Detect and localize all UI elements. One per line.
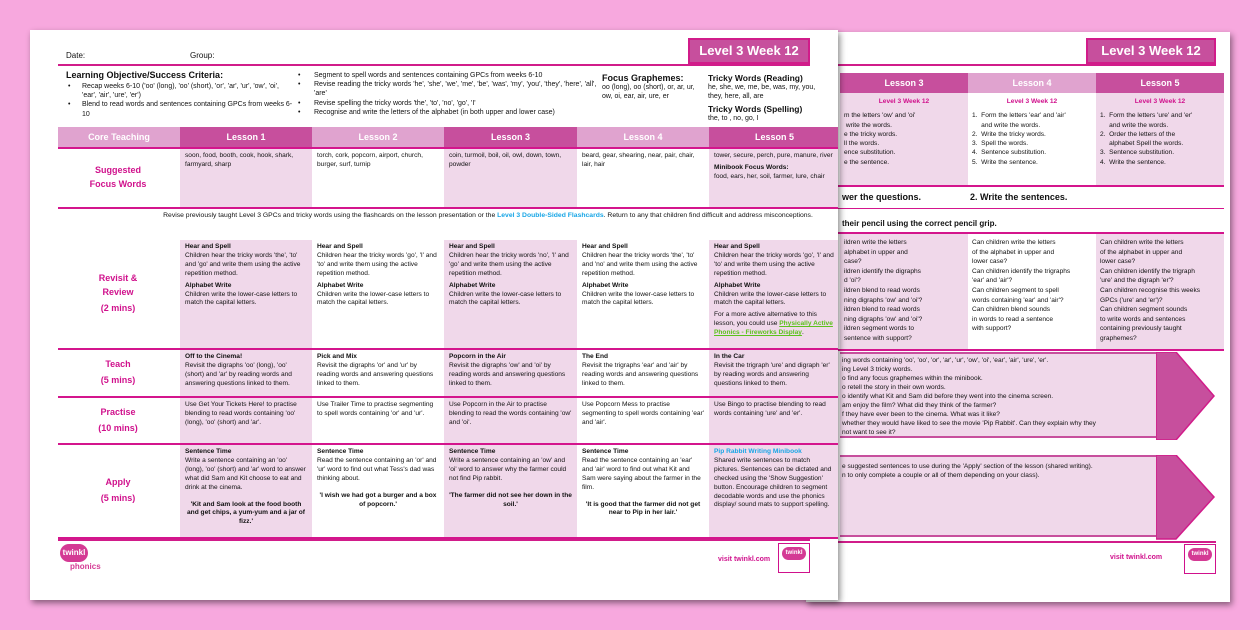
- minibook-step: ence substitution.: [844, 149, 896, 157]
- back-page: [806, 32, 1230, 602]
- assessment-question: Can children write the letters: [1100, 239, 1184, 246]
- cell-paragraph: [185, 243, 307, 279]
- back-lesson-5-header: Lesson 5: [1096, 73, 1224, 93]
- cell-paragraph: [317, 448, 439, 509]
- back-lesson-4-header: Lesson 4: [968, 73, 1096, 93]
- cell-text: Write a sentence containing an 'oo' (long), 'oo' (short) and 'ar' word to answer what did Sam and Kit choose to eat and drink at the cinema.: [185, 456, 306, 491]
- cell-paragraph: [317, 152, 439, 170]
- lesson-3-cell: [444, 398, 577, 443]
- objective-item: • Revise spelling the tricky words 'the', 'to', 'no', 'go', 'I': [298, 99, 476, 107]
- assessment-question: of the alphabet in upper and: [1100, 248, 1183, 256]
- flashcards-link[interactable]: Level 3 Double-Sided Flashcards: [497, 212, 604, 219]
- cell-text: Use Trailer Time to practise segmenting to spell words containing 'or' and 'ur'.: [317, 401, 434, 417]
- minibook-step: 2. Order the letters of the: [1100, 130, 1176, 138]
- assessment-question: 'ure' and the digraph 'er'?: [1100, 277, 1174, 285]
- assessment-question: ildren identify the digraphs: [844, 267, 921, 275]
- cell-heading: Hear and Spell: [185, 243, 231, 250]
- assessment-question: case?: [844, 258, 862, 266]
- cell-paragraph: [714, 353, 835, 389]
- discussion-line: o identify what Kit and Sam did before they went into the cinema screen.: [842, 393, 1054, 400]
- focus-graphemes-heading: Focus Graphemes:: [602, 73, 684, 83]
- assessment-question: Can children identify the trigraph: [1100, 267, 1195, 275]
- revisit-banner: [158, 211, 818, 221]
- row-divider: [806, 185, 1224, 187]
- cell-heading: Sentence Time: [582, 448, 629, 455]
- objective-text: Recognise and write the letters of the alphabet (in both upper and lower case): [314, 108, 555, 116]
- lesson-2-header: Lesson 2: [312, 127, 444, 147]
- minibook-title: Level 3 Week 12: [1134, 98, 1186, 105]
- lesson-5-cell: [709, 350, 838, 396]
- row-label: [58, 396, 178, 443]
- cell-text: Shared write sentences to match pictures. Sentences can be dictated and checked using the 'Show Suggestion' button. Encourage children to segment decodable words and use the phonics display/ sound mats to support spelling.: [714, 456, 832, 509]
- focus-graphemes: [602, 73, 700, 101]
- tricky-reading-text: he, she, we, me, be, was, my, you, they, here, all, are: [708, 84, 816, 101]
- discussion-line: not want to see it?: [842, 429, 896, 436]
- level-week-title: Level 3 Week 12: [1086, 38, 1216, 64]
- minibook-step: e the tricky words.: [844, 130, 898, 138]
- lesson-4-cell: [577, 350, 709, 396]
- tricky-spelling-text: the, to , no, go, I: [708, 115, 759, 123]
- row-label-time: (5 mins): [100, 493, 136, 503]
- minibook-step: 1. Form the letters 'ure' and 'er': [1100, 112, 1193, 120]
- assessment-question: d 'oi'?: [844, 277, 861, 285]
- cell-paragraph: [449, 152, 572, 170]
- cell-paragraph: [582, 448, 704, 518]
- cell-text: Children hear the tricky words 'the', 'to' and 'no' and write them using the active repetition method.: [582, 251, 698, 277]
- minibook-step: 5. Write the sentence.: [972, 158, 1038, 166]
- twinkl-phonics-logo: twinkl phonics: [60, 544, 104, 580]
- row-label: [58, 443, 178, 537]
- level-week-title: Level 3 Week 12: [688, 38, 810, 64]
- assessment-question: 'ear' and 'air'?: [972, 277, 1013, 285]
- cell-heading: Hear and Spell: [582, 243, 628, 250]
- lesson-4-header: Lesson 4: [577, 127, 709, 147]
- cell-text: Use Popcorn in the Air to practise blending to read the words containing 'ow' and 'oi'.: [449, 401, 572, 426]
- row-label-title: Revisit & Review: [98, 273, 138, 297]
- objective-item: • Revise reading the tricky words 'he', 'she', 'we', 'me', 'be', 'was', 'my', 'you', 'they', 'here', 'all', 'are': [298, 81, 597, 98]
- minibook-title: Level 3 Week 12: [878, 98, 930, 105]
- cell-text: food, ears, her, soil, farmer, lure, chair: [714, 172, 825, 180]
- minibook-title: Level 3 Week 12: [1006, 98, 1058, 105]
- row-label: [58, 238, 178, 348]
- cell-text: Revisit the trigraphs 'ear' and 'air' by reading words and answering questions linked to them.: [582, 361, 699, 387]
- assessment-question: ildren blend to read words: [844, 306, 920, 314]
- back-lesson-3-header: Lesson 3: [840, 73, 968, 93]
- row-label-title: Apply: [105, 477, 131, 487]
- apply-notes-box: [840, 455, 1158, 537]
- cell-heading: Sentence Time: [185, 448, 232, 455]
- front-page: [30, 30, 838, 600]
- back-lesson-5-assessment: [1096, 234, 1224, 349]
- lesson-2-cell: [312, 350, 444, 396]
- assessment-question: Can children segment sounds: [1100, 306, 1188, 314]
- cell-text: tower, secure, perch, pure, manure, river: [714, 152, 833, 159]
- discussion-line: am enjoy the film? What did they think of the farmer?: [842, 402, 997, 409]
- objectives-right-list: [298, 71, 598, 117]
- cell-text: Revisit the digraphs 'oo' (long), 'oo' (short) and 'ar' by reading words and answering questions linked to them.: [185, 361, 292, 387]
- cell-heading: Off to the Cinema!: [185, 353, 243, 360]
- active-phonics-link[interactable]: Physically Active Phonics - Fireworks Display: [714, 320, 833, 337]
- cell-paragraph: [449, 243, 572, 279]
- minibook-step: and write the words.: [972, 121, 1041, 129]
- minibook-step: m the letters 'ow' and 'oi': [844, 112, 916, 120]
- minibook-step: e the sentence.: [844, 158, 890, 166]
- row-label-time: (2 mins): [100, 303, 136, 313]
- objective-item: • Recognise and write the letters of the alphabet (in both upper and lower case): [298, 108, 555, 116]
- example-sentence: 'I wish we had got a burger and a box of popcorn.': [319, 491, 437, 508]
- cell-text: Use Bingo to practise blending to read words containing 'ure' and 'er'.: [714, 401, 826, 417]
- objective-item: • Blend to read words and sentences containing GPCs from weeks 6-10: [68, 101, 293, 118]
- back-lesson-5-minibook: [1096, 93, 1224, 185]
- lesson-1-cell: [180, 240, 312, 348]
- minibook-step: and write the words.: [1100, 121, 1169, 129]
- row-label: [58, 147, 178, 207]
- assessment-question: to write words and sentences: [1100, 315, 1186, 323]
- cell-paragraph: [185, 448, 307, 527]
- focus-graphemes-text: oo (long), oo (short), or, ar, ur, ow, oi, ear, air, ure, er: [602, 84, 695, 101]
- lesson-2-cell: [312, 240, 444, 348]
- objective-item: • Segment to spell words and sentences containing GPCs from weeks 6-10: [298, 72, 543, 79]
- assessment-question: GPCs ('ure' and 'er')?: [1100, 296, 1163, 304]
- apply-note-line: n to only complete a couple or all of them depending on your class).: [842, 472, 1040, 480]
- cell-paragraph: [582, 353, 704, 389]
- assessment-question: ildren write the letters: [844, 239, 907, 246]
- cell-text: coin, turmoil, boil, oil, owl, down, town, powder: [449, 152, 562, 168]
- answer-questions-text: wer the questions.: [842, 192, 922, 202]
- minibook-step: write the words.: [844, 121, 893, 129]
- row-label-title: Teach: [105, 359, 131, 369]
- lesson-4-cell: [577, 149, 709, 207]
- lesson-3-cell: [444, 240, 577, 348]
- cell-heading: In the Car: [714, 353, 745, 360]
- cell-paragraph: [714, 448, 835, 510]
- discussion-line: whether they would have liked to see the movie 'Pip Rabbit'. Can they explain why they: [842, 420, 1096, 427]
- minibook-step: 1. Form the letters 'ear' and 'air': [972, 112, 1066, 120]
- arrow-icon: [1156, 352, 1218, 440]
- cell-text: Children write the lower-case letters to match the capital letters.: [449, 290, 562, 307]
- minibook-step: alphabet Spell the words.: [1100, 140, 1184, 148]
- assessment-question: lower case?: [1100, 258, 1136, 266]
- group-label: Group:: [190, 51, 215, 60]
- cell-paragraph: [714, 152, 835, 161]
- assessment-question: Can children write the letters: [972, 239, 1056, 246]
- cell-heading: Hear and Spell: [449, 243, 495, 250]
- cell-text: soon, food, booth, cook, hook, shark, farmyard, sharp: [185, 152, 294, 168]
- lesson-plan-table: [58, 127, 838, 567]
- lesson-5-cell: [709, 149, 838, 207]
- cell-heading: Alphabet Write: [185, 281, 232, 289]
- assessment-question: Can children blend sounds: [972, 306, 1051, 314]
- discussion-line: o find any focus graphemes within the minibook.: [842, 375, 983, 382]
- footer-divider: [806, 541, 1216, 543]
- lesson-1-cell: [180, 445, 312, 537]
- lesson-4-cell: [577, 240, 709, 348]
- cell-paragraph: [317, 282, 439, 309]
- cell-text: Write a sentence containing an 'ow' and 'oi' word to answer why the farmer could not find Pip rabbit.: [449, 456, 567, 482]
- row-label: [58, 348, 178, 396]
- cell-text: Children hear the tricky words 'no', 'I' and 'go' and write them using the active repetition method.: [449, 251, 569, 277]
- tricky-spelling-heading: Tricky Words (Spelling): [708, 104, 803, 115]
- twinkl-logo-cloud: twinkl: [60, 544, 88, 562]
- discussion-line: ing words containing 'oo', 'oo', 'or', 'ar', 'ur', 'ow', 'oi', 'ear', 'air', 'ure', 'er'.: [842, 357, 1049, 364]
- example-sentence: 'Kit and Sam look at the food booth and get chips, a yum-yum and a jar of fizz.': [187, 500, 305, 526]
- minibook-step: ll the words.: [844, 140, 880, 148]
- lesson-1-header: Lesson 1: [180, 127, 312, 147]
- cell-heading: Sentence Time: [317, 448, 364, 455]
- example-sentence: 'It is good that the farmer did not get near to Pip in her lair.': [585, 500, 701, 517]
- row-divider: [806, 349, 1224, 351]
- cell-paragraph: [714, 401, 835, 419]
- assessment-question: in words to read a sentence: [972, 315, 1054, 323]
- lesson-2-cell: [312, 398, 444, 443]
- footer-divider: [58, 539, 810, 541]
- cell-paragraph: [449, 353, 572, 389]
- cell-paragraph: [714, 282, 835, 309]
- cell-paragraph: [582, 401, 704, 428]
- cell-paragraph: [714, 311, 835, 338]
- pencil-grip-text: their pencil using the correct pencil grip.: [842, 219, 997, 228]
- row-divider: [58, 207, 838, 209]
- objective-text: Segment to spell words and sentences containing GPCs from weeks 6-10: [314, 72, 543, 79]
- twinkl-badge-logo: twinkl: [782, 547, 806, 560]
- discussion-line: ing Level 3 tricky words.: [842, 366, 913, 373]
- assessment-question: lower case?: [972, 258, 1008, 266]
- cell-text: Children write the lower-case letters to match the capital letters.: [317, 290, 430, 307]
- cell-paragraph: [185, 152, 307, 170]
- lesson-3-cell: [444, 149, 577, 207]
- cell-paragraph: [317, 243, 439, 279]
- row-label-time: (5 mins): [100, 375, 136, 385]
- minibook-step: 3. Sentence substitution.: [1100, 149, 1175, 157]
- cell-paragraph: [449, 401, 572, 428]
- back-lesson-3-assessment: [840, 234, 968, 349]
- discussion-line: o retell the story in their own words.: [842, 384, 946, 391]
- lesson-2-cell: [312, 149, 444, 207]
- lesson-4-cell: [577, 398, 709, 443]
- cell-text: Children write the lower-case letters to match the capital letters.: [714, 290, 827, 307]
- cell-heading: Hear and Spell: [714, 243, 760, 250]
- assessment-question: ildren blend to read words: [844, 286, 920, 294]
- cell-heading: The End: [582, 353, 609, 360]
- back-lesson-3-minibook: [840, 93, 968, 185]
- lesson-5-cell: [709, 398, 838, 443]
- assessment-question: sentence with support?: [844, 334, 912, 342]
- assessment-question: graphemes?: [1100, 334, 1137, 342]
- cell-paragraph: [317, 353, 439, 389]
- cell-heading: Alphabet Write: [714, 281, 761, 289]
- date-label: Date:: [66, 51, 86, 60]
- lesson-3-cell: [444, 445, 577, 537]
- lesson-1-cell: [180, 149, 312, 207]
- row-label-title: Suggested Focus Words: [89, 165, 147, 189]
- minibook-step: 3. Spell the words.: [972, 140, 1029, 148]
- quality-badge: [778, 543, 810, 573]
- cell-text: Children write the lower-case letters to match the capital letters.: [185, 290, 298, 307]
- cell-heading: Minibook Focus Words:: [714, 163, 789, 171]
- header-divider: [58, 64, 810, 66]
- back-lesson-4-assessment: [968, 234, 1096, 349]
- lesson-4-cell: [577, 445, 709, 537]
- cell-heading: Popcorn in the Air: [449, 353, 506, 360]
- header-divider: [806, 64, 1216, 66]
- row-label-title: Practise: [100, 406, 136, 417]
- cell-paragraph: [714, 164, 835, 182]
- cell-text: For a more active alternative to this lesson, you could use: [714, 311, 817, 328]
- cell-text: Children hear the tricky words 'go', 'I' and 'to' and write them using the active repetition method.: [317, 251, 437, 277]
- cell-text: Read the sentence containing an 'ear' and 'air' word to find out what Kit and Sam were saying about the farmer in the film.: [582, 456, 701, 491]
- assessment-question: ning digraphs 'ow' and 'oi'?: [844, 296, 923, 304]
- back-lesson-4-minibook: [968, 93, 1096, 185]
- cell-text: torch, cork, popcorn, airport, church, burger, surf, turnip: [317, 152, 423, 168]
- discussion-line: f they have ever been to the cinema. What was it like?: [842, 411, 1000, 418]
- cell-paragraph: [449, 448, 572, 509]
- objective-text: Revise spelling the tricky words 'the', 'to', 'no', 'go', 'I': [314, 99, 476, 107]
- cell-text: Use Get Your Tickets Here! to practise blending to read words containing 'oo' (long), 'oo' (short) and 'ar'.: [185, 401, 297, 426]
- assessment-question: Can children identify the trigraphs: [972, 267, 1071, 275]
- minibook-step: 4. Write the sentence.: [1100, 158, 1166, 166]
- cell-paragraph: [582, 152, 704, 170]
- tricky-reading-heading: Tricky Words (Reading): [708, 73, 803, 83]
- assessment-question: alphabet in upper and: [844, 248, 908, 256]
- assessment-question: Can children segment to spell: [972, 286, 1059, 294]
- cell-paragraph: [317, 401, 439, 419]
- lesson-5-cell: [709, 240, 838, 348]
- quality-badge: [1184, 544, 1216, 574]
- cell-paragraph: [449, 282, 572, 309]
- lesson-2-cell: [312, 445, 444, 537]
- lesson-5-cell: [709, 445, 838, 537]
- objectives-heading: Learning Objective/Success Criteria:: [66, 70, 224, 80]
- discussion-box: [840, 352, 1158, 438]
- banner-text: Revise previously taught Level 3 GPCs and tricky words using the flashcards on the lesson presentation or the: [163, 212, 498, 219]
- cell-paragraph: [582, 243, 704, 279]
- cell-text: Use Popcorn Mess to practise segmenting to spell words containing 'ear' and 'air'.: [582, 401, 705, 426]
- cell-heading: Alphabet Write: [317, 281, 364, 289]
- cell-text: Read the sentence containing an 'or' and 'ur' word to find out what Tess's dad was thinking about.: [317, 456, 437, 482]
- cell-heading: Alphabet Write: [582, 281, 629, 289]
- assessment-question: ning digraphs 'ow' and 'oi'?: [844, 315, 923, 323]
- assessment-question: with support?: [972, 325, 1012, 333]
- assessment-question: of the alphabet in upper and: [972, 248, 1055, 256]
- cell-paragraph: [714, 243, 835, 279]
- cell-text: Children write the lower-case letters to match the capital letters.: [582, 290, 695, 307]
- lesson-1-cell: [180, 350, 312, 396]
- assessment-question: ildren segment words to: [844, 325, 915, 333]
- core-teaching-header: Core Teaching: [58, 127, 180, 147]
- cell-text: Children hear the tricky words 'the', 'to' and 'go' and write them using the active repetition method.: [185, 251, 301, 277]
- assessment-question: containing previously taught: [1100, 325, 1182, 333]
- assessment-question: words containing 'ear' and 'air'?: [972, 296, 1064, 304]
- cell-text: Children hear the tricky words 'go', 'I' and 'to' and write them using the active repetition method.: [714, 251, 834, 277]
- objective-text: Revise reading the tricky words 'he', 'she', 'we', 'me', 'be', 'was', 'my', 'you', 'they', 'here', 'all', 'are': [314, 81, 597, 98]
- cell-heading: Sentence Time: [449, 448, 496, 455]
- cell-text: Revisit the digraphs 'or' and 'ur' by reading words and answering questions linked to them.: [317, 361, 434, 387]
- write-sentences-text: 2. Write the sentences.: [970, 192, 1068, 202]
- objective-text: Blend to read words and sentences containing GPCs from weeks 6-10: [82, 101, 293, 118]
- example-sentence: 'The farmer did not see her down in the soil.': [449, 491, 572, 508]
- apply-note-line: e suggested sentences to use during the 'Apply' section of the lesson (shared writing).: [842, 463, 1093, 470]
- cell-text: Revisit the trigraph 'ure' and digraph 'er' by reading words and answering questions linked to them.: [714, 361, 830, 387]
- cell-paragraph: [185, 401, 307, 428]
- cell-paragraph: [185, 353, 307, 389]
- cell-text: beard, gear, shearing, near, pair, chair, lair, hair: [582, 152, 695, 168]
- minibook-step: 4. Sentence substitution.: [972, 149, 1047, 157]
- row-label-time: (10 mins): [98, 422, 138, 433]
- banner-text: . Return to any that children find difficult and address misconceptions.: [603, 212, 813, 219]
- lesson-3-header: Lesson 3: [444, 127, 577, 147]
- visit-twinkl-link[interactable]: visit twinkl.com: [718, 556, 771, 563]
- cell-heading: Alphabet Write: [449, 281, 496, 289]
- minibook-step: 2. Write the tricky words.: [972, 130, 1046, 138]
- lesson-1-cell: [180, 398, 312, 443]
- cell-heading: Pick and Mix: [317, 353, 357, 360]
- cell-text: Revisit the digraphs 'ow' and 'oi' by reading words and answering questions linked to them.: [449, 361, 566, 387]
- tricky-words: [708, 73, 818, 124]
- objective-text: Recap weeks 6-10 ('oo' (long), 'oo' (short), 'or', 'ar', 'ur', 'ow', 'oi', 'ear', 'air', 'ure', 'er'): [82, 83, 279, 100]
- lesson-3-cell: [444, 350, 577, 396]
- cell-paragraph: [582, 282, 704, 309]
- arrow-icon: [1156, 455, 1218, 541]
- row-divider: [806, 208, 1224, 209]
- twinkl-badge-logo: twinkl: [1188, 548, 1212, 561]
- lesson-5-header: Lesson 5: [709, 127, 838, 147]
- assessment-question: Can children recognise this weeks: [1100, 286, 1201, 294]
- cell-text: .: [801, 329, 804, 337]
- visit-twinkl-link[interactable]: visit twinkl.com: [1110, 554, 1163, 561]
- minibook-link[interactable]: Pip Rabbit Writing Minibook: [714, 448, 802, 455]
- cell-paragraph: [185, 282, 307, 309]
- objectives-left-list: [68, 82, 293, 119]
- objective-item: • Recap weeks 6-10 ('oo' (long), 'oo' (short), 'or', 'ar', 'ur', 'ow', 'oi', 'ear', 'air', 'ure', 'er'): [68, 83, 279, 100]
- cell-heading: Hear and Spell: [317, 243, 363, 250]
